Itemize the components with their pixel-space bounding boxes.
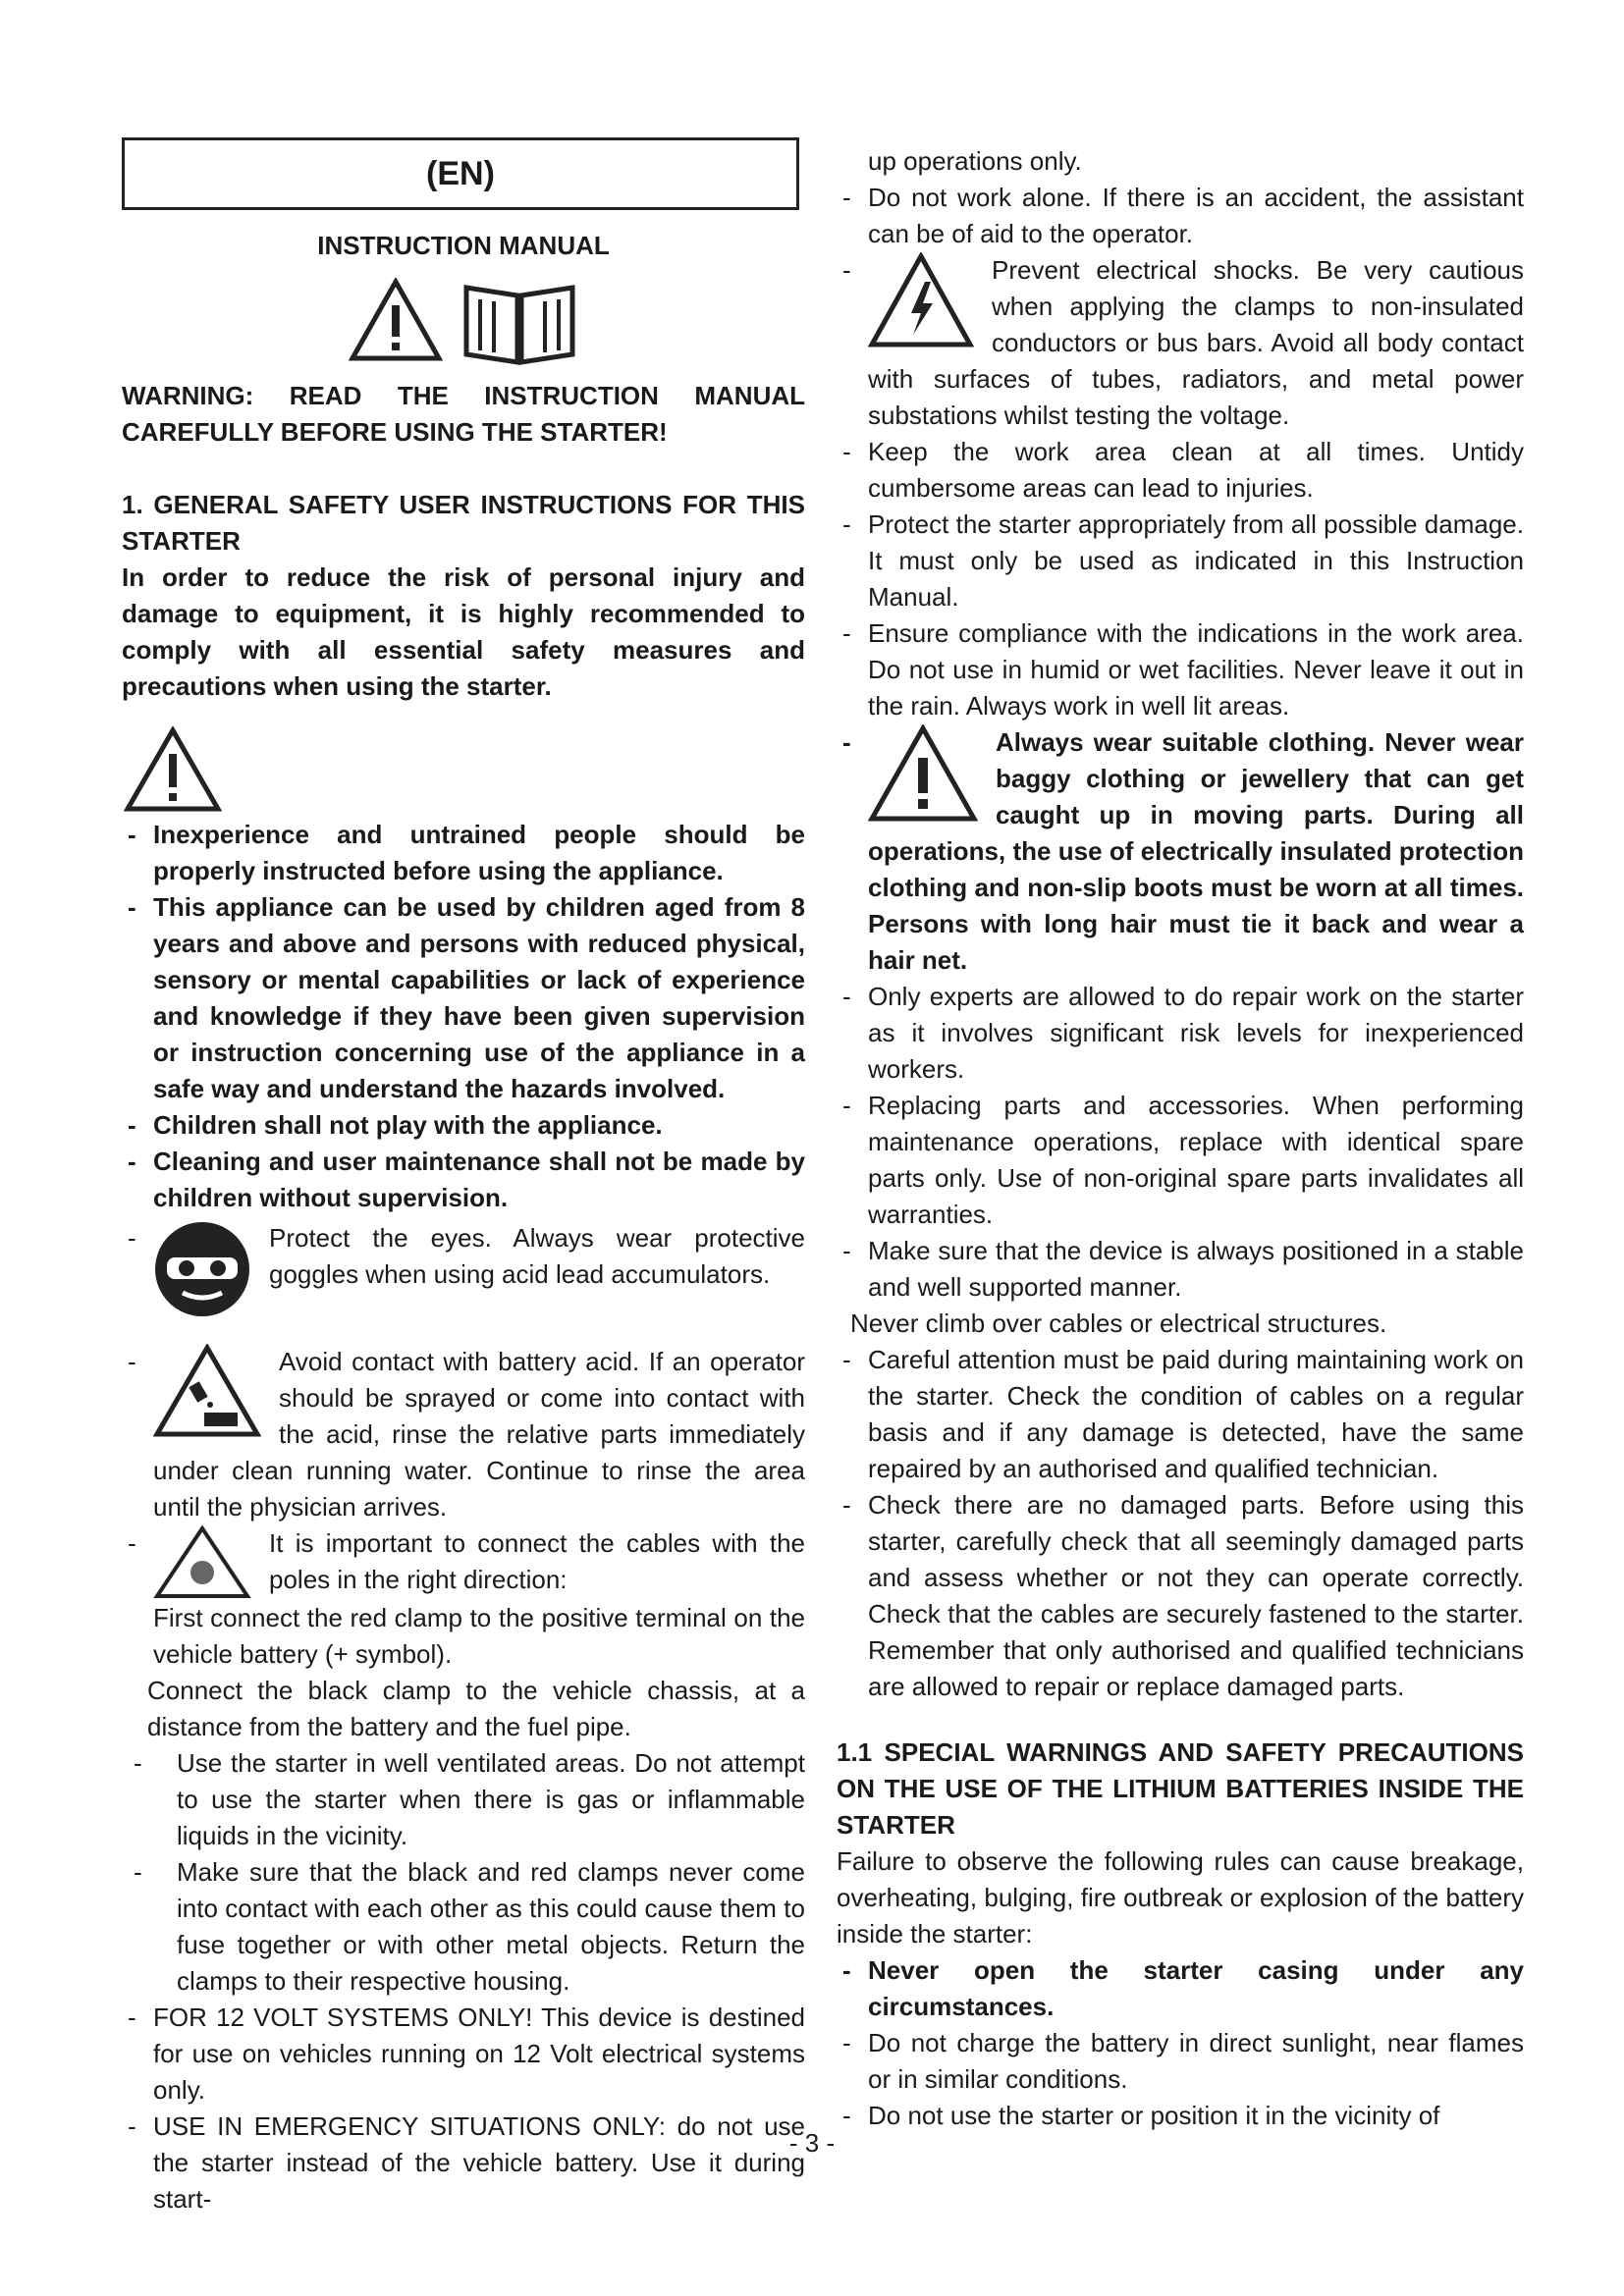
shock-item: - Prevent electrical shocks. Be very cautious when applying the clamps to non-insulated conductors or bus bars. Avoid all body contact with surfaces of tubes, radiators, and metal power substations whilst testing the voltage.: [837, 252, 1524, 434]
language-box: [122, 137, 799, 210]
list-item: - FOR 12 VOLT SYSTEMS ONLY! This device is destined for use on vehicles running on 12 Volt electrical systems only.: [128, 2002, 805, 2105]
section11-intro: Failure to observe the following rules can cause breakage, overheating, bulging, fire outbreak or explosion of the battery inside the starter:: [837, 1846, 1524, 1949]
list-item: - Children shall not play with the appliance.: [128, 1110, 663, 1140]
language-label: (EN): [426, 154, 495, 192]
eyes-text: Protect the eyes. Always wear protective goggles when using acid lead accumulators.: [269, 1223, 805, 1289]
left-column: [122, 137, 805, 2217]
manual-title: INSTRUCTION MANUAL: [317, 231, 610, 260]
list-item: - Do not work alone. If there is an accident, the assistant can be of aid to the operator.: [842, 183, 1524, 248]
page-number: - 3 -: [788, 2128, 836, 2158]
list-item: - USE IN EMERGENCY SITUATIONS ONLY: do not use the starter instead of the vehicle battery. Use it during start-: [128, 2111, 805, 2214]
list-item: - Only experts are allowed to do repair work on the starter as it involves significant risk levels for inexperienced workers.: [842, 982, 1524, 1084]
list-item: - Protect the starter appropriately from all possible damage. It must only be used as indicated in this Instruction Manual.: [842, 509, 1524, 612]
warning-triangle-icon: [124, 726, 222, 813]
eyes-item: - Protect the eyes. Always wear protective goggles when using acid lead accumulators.: [122, 1220, 805, 1320]
list-item: - This appliance can be used by children aged from 8 years and above and persons with reduced physical, sensory or mental capabilities or lack of experience and knowledge if they have been given supervision or instruction concerning use of the appliance in a safe way and understand the hazards involved.: [128, 892, 805, 1103]
shock-text: Prevent electrical shocks. Be very cautious when applying the clamps to non-insulated conductors or bus bars. Avoid all body contact with surfaces of tubes, radiators, and metal power substations whilst testing the voltage.: [868, 255, 1524, 430]
acid-item: - Avoid contact with battery acid. If an operator should be sprayed or come into contact with the acid, rinse the relative parts immediately under clean running water. Continue to rinse the area until the physician arrives.: [122, 1344, 805, 1525]
corrosive-warning-icon: [153, 1344, 261, 1438]
warning-triangle-icon: [868, 724, 978, 823]
right-column: [837, 143, 1524, 2134]
clothing-item: - Always wear suitable clothing. Never wear baggy clothing or jewellery that can get caught up in moving parts. During all operations, the use of electrically insulated protection clothing and non-slip boots must be worn at all times. Persons with long hair must tie it back and wear a hair net.: [837, 724, 1524, 979]
list-item: - Careful attention must be paid during maintaining work on the starter. Check the condition of cables on a regular basis and if any damage is detected, have the same repaired by an authorised and qualified technician.: [842, 1345, 1524, 1483]
list-item: - Use the starter in well ventilated areas. Do not attempt to use the starter when there is gas or inflammable liquids in the vicinity.: [134, 1748, 805, 1850]
section11-title: 1.1 SPECIAL WARNINGS AND SAFETY PRECAUTIONS ON THE USE OF THE LITHIUM BATTERIES INSIDE THE STARTER: [837, 1737, 1524, 1840]
open-book-icon: [460, 278, 578, 366]
list-item: - Do not use the starter or position it in the vicinity of: [842, 2101, 1440, 2130]
warning-text: WARNING: READ THE INSTRUCTION MANUAL CAREFULLY BEFORE USING THE STARTER!: [122, 381, 805, 447]
climb-text: Never climb over cables or electrical structures.: [850, 1308, 1387, 1338]
list-item: - Cleaning and user maintenance shall not be made by children without supervision.: [128, 1147, 805, 1212]
connect-first-text: First connect the red clamp to the positive terminal on the vehicle battery (+ symbol).: [153, 1603, 805, 1669]
list-item: - Make sure that the device is always positioned in a stable and well supported manner.: [842, 1236, 1524, 1302]
list-item: - Inexperience and untrained people should be properly instructed before using the appliance.: [128, 820, 805, 885]
clothing-text: Always wear suitable clothing. Never wear baggy clothing or jewellery that can get caught up in moving parts. During all operations, the use of electrically insulated protection clothing and non-slip boots must be worn at all times. Persons with long hair must tie it back and wear a hair net.: [868, 727, 1524, 975]
warning-triangle-icon: [349, 278, 443, 362]
section1-title: 1. GENERAL SAFETY USER INSTRUCTIONS FOR THIS STARTER: [122, 490, 805, 556]
list-item: - Ensure compliance with the indications in the work area. Do not use in humid or wet facilities. Never leave it out in the rain. Always work in well lit areas.: [842, 618, 1524, 721]
section1-intro: In order to reduce the risk of personal injury and damage to equipment, it is highly recommended to comply with all essential safety measures and precautions when using the starter.: [122, 562, 805, 701]
electric-shock-icon: [868, 252, 974, 348]
connect-item: - It is important to connect the cables with the poles in the right direction:: [122, 1525, 805, 1600]
acid-text: Avoid contact with battery acid. If an operator should be sprayed or come into contact with the acid, rinse the relative parts immediately under clean running water. Continue to rinse the area until the physician arrives.: [153, 1347, 805, 1522]
connect-intro-text: It is important to connect the cables with the poles in the right direction:: [269, 1528, 805, 1594]
goggles-icon: [153, 1220, 251, 1318]
battery-warning-icon: [153, 1525, 251, 1598]
list-item: - Check there are no damaged parts. Before using this starter, carefully check that all seemingly damaged parts and assess whether or not they can operate correctly. Check that the cables are securely fastened to the starter. Remember that only authorised and qualified technicians are allowed to repair or replace damaged parts.: [842, 1490, 1524, 1701]
list-item: - Keep the work area clean at all times. Untidy cumbersome areas can lead to injuries.: [842, 437, 1524, 503]
manual-icons: [122, 278, 805, 366]
connect-black-text: Connect the black clamp to the vehicle chassis, at a distance from the battery and the fuel pipe.: [147, 1676, 805, 1741]
list-item: - Make sure that the black and red clamps never come into contact with each other as this could cause them to fuse together or with other metal objects. Return the clamps to their respective housing.: [134, 1857, 805, 1996]
list-item: - Replacing parts and accessories. When performing maintenance operations, replace with identical spare parts only. Use of non-original spare parts invalidates all warranties.: [842, 1091, 1524, 1229]
continued-text: up operations only.: [868, 146, 1082, 176]
list-item: - Do not charge the battery in direct sunlight, near flames or in similar conditions.: [842, 2028, 1524, 2094]
list-item: - Never open the starter casing under any circumstances.: [842, 1955, 1524, 2021]
